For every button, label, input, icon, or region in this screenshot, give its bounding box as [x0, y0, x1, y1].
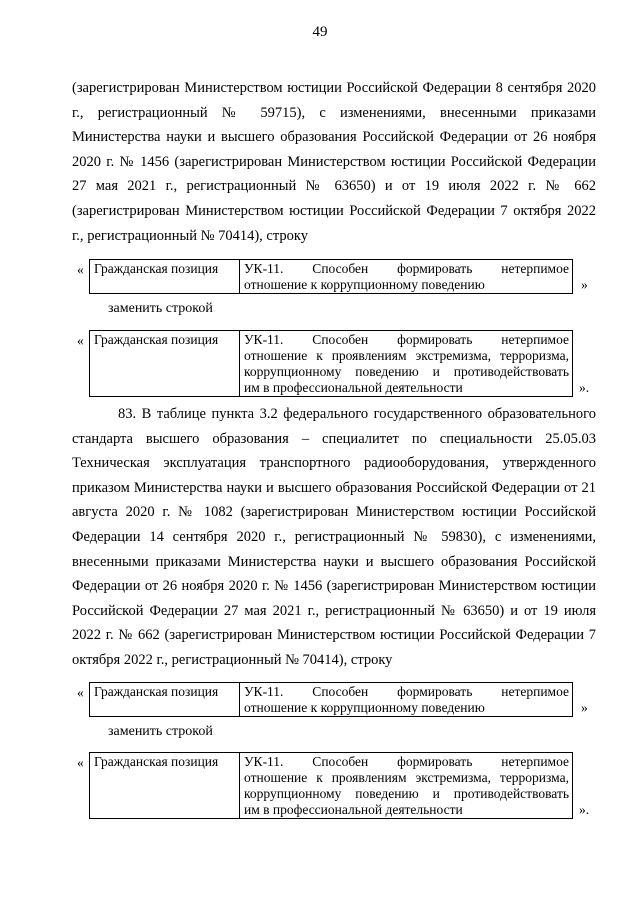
old-competency-table-2 — [89, 682, 573, 717]
category-cell: Гражданская позиция — [90, 753, 240, 819]
new-competency-table-2 — [89, 752, 573, 819]
cell-line: УК-11. Способен формировать нетерпимое — [244, 754, 569, 769]
cell-line: отношение к коррупционному поведению — [244, 700, 485, 715]
text-line: и от 19 июля 2022 г. № 662 (зарегистрирован Министерством юстиции Российской — [72, 602, 597, 644]
text-line: Российской Федерации от 26 ноября 2020 г. № 1456 (зарегистрирован Министерством — [72, 553, 597, 595]
competency-cell — [240, 260, 573, 294]
text-line: юстиции Российской Федерации 27 мая 2021 г., регистрационный № 63650) — [72, 578, 596, 619]
replace-instruction: заменить строкой — [108, 301, 213, 316]
cell-line: УК-11. Способен формировать нетерпимое — [244, 684, 569, 699]
text-line: с изменениями, внесенными приказами Министерства науки и высшего образования — [72, 528, 597, 570]
new-competency-table-1 — [89, 330, 573, 397]
opening-quote: « — [77, 755, 84, 770]
closing-quote: ». — [579, 380, 590, 395]
intro-paragraph — [72, 76, 596, 248]
cell-line: коррупционному поведению и противодействовать — [244, 364, 569, 379]
cell-line: им в профессиональной деятельности — [244, 380, 463, 395]
closing-quote: » — [581, 700, 588, 715]
cell-line: отношение к проявлениям экстремизма, терроризма, — [244, 348, 569, 363]
text-line: стандарта высшего образования – специалитет по специальности — [72, 430, 533, 447]
cell-line: им в профессиональной деятельности — [244, 802, 463, 817]
text-line: приказами Министерства науки и высшего образования Российской Федерации — [72, 104, 597, 146]
opening-quote: « — [77, 333, 84, 348]
cell-line: УК-11. Способен формировать нетерпимое — [244, 261, 569, 276]
text-line: утвержденного приказом Министерства науки и высшего образования Российской — [72, 455, 596, 496]
cell-line: отношение к проявлениям экстремизма, терроризма, — [244, 770, 569, 785]
text-line: (зарегистрирован Министерством юстиции Российской Федерации 7 октября 2022 г., — [72, 202, 596, 244]
page-number: 49 — [312, 24, 328, 40]
closing-quote: ». — [579, 802, 590, 817]
replace-instruction: заменить строкой — [108, 724, 213, 739]
category-cell: Гражданская позиция — [90, 683, 240, 717]
item-83-paragraph — [72, 402, 596, 673]
cell-line: УК-11. Способен формировать нетерпимое — [244, 332, 569, 347]
text-line: (зарегистрирован Министерством юстиции Российской Федерации — [72, 80, 492, 96]
text-line: от 26 ноября 2020 г. № 1456 (зарегистрирован Министерством юстиции Российской — [72, 129, 596, 170]
category-cell: Гражданская позиция — [90, 331, 240, 397]
cell-line: отношение к коррупционному поведению — [244, 277, 485, 292]
text-line: 25.05.03 Техническая эксплуатация транспортного радиооборудования, — [72, 430, 596, 472]
text-line: Федерации 7 октября 2022 г., регистрационный № 70414), строку — [72, 627, 597, 668]
text-line: 8 сентября 2020 г., регистрационный № 59715), с изменениями, внесенными — [72, 80, 597, 121]
text-line: 83. В таблице пункта 3.2 федерального государственного образовательного — [118, 406, 596, 422]
opening-quote: « — [77, 685, 84, 700]
closing-quote: » — [581, 277, 588, 292]
opening-quote: « — [77, 262, 84, 277]
table-row — [90, 260, 573, 294]
category-cell: Гражданская позиция — [90, 260, 240, 294]
old-competency-table-1 — [89, 259, 573, 294]
table-row — [90, 753, 573, 819]
competency-cell — [240, 753, 573, 819]
table-row — [90, 683, 573, 717]
competency-cell — [240, 331, 573, 397]
table-row — [90, 331, 573, 397]
text-line: Российской Федерации 14 сентября 2020 г., регистрационный № 59830), — [72, 504, 596, 545]
cell-line: коррупционному поведению и противодействовать — [244, 786, 569, 801]
text-line: Федерации 27 мая 2021 г., регистрационный № 63650) и от 19 июля 2022 г. № 662 — [72, 153, 597, 195]
text-line: регистрационный № 70414), строку — [87, 227, 308, 244]
competency-cell — [240, 683, 573, 717]
text-line: Федерации от 21 августа 2020 г. № 1082 (зарегистрирован Министерством юстиции — [72, 479, 597, 521]
